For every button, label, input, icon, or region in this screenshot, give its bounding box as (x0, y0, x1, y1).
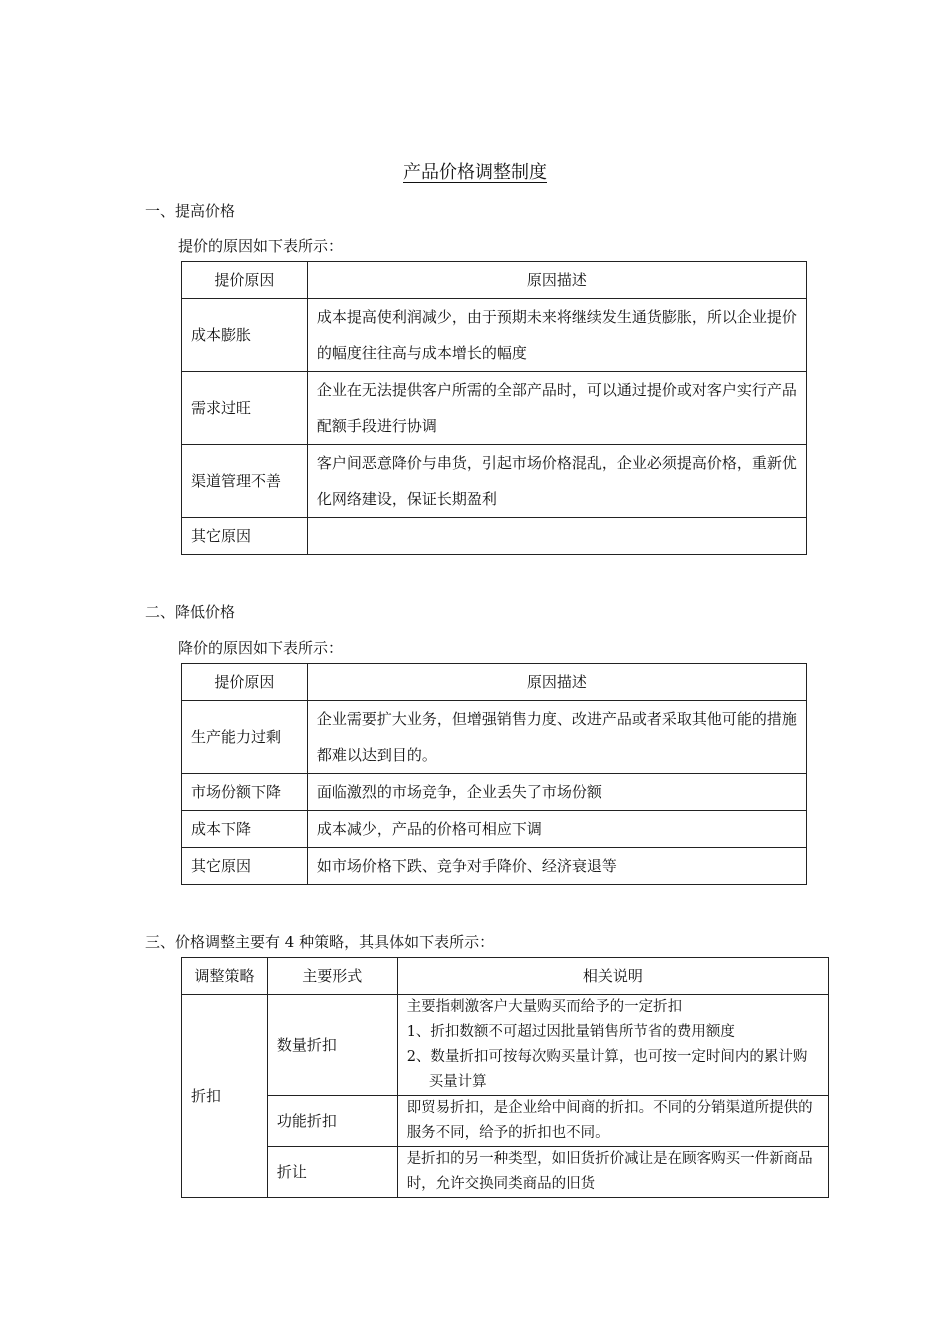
header-form: 主要形式 (267, 958, 397, 995)
desc-cell: 企业需要扩大业务，但增强销售力度、改进产品或者采取其他可能的措施都难以达到目的。 (307, 701, 806, 774)
explanation-line: 2、数量折扣可按每次购买量计算，也可按一定时间内的累计购买量计算 (406, 1049, 808, 1090)
section3-heading: 三、价格调整主要有 4 种策略，其具体如下表所示： (145, 933, 495, 951)
desc-cell: 企业在无法提供客户所需的全部产品时，可以通过提价或对客户实行产品配额手段进行协调 (307, 372, 806, 445)
form-cell: 折让 (267, 1147, 397, 1198)
desc-cell: 成本提高使利润减少，由于预期未来将继续发生通货膨胀，所以企业提价的幅度往往高与成本增长的幅度 (307, 299, 806, 372)
strategy-cell: 折扣 (182, 995, 268, 1198)
table-header-row (182, 664, 807, 701)
explanation-cell (397, 1147, 828, 1198)
reason-cell: 成本下降 (182, 811, 308, 848)
explanation-line: 即贸易折扣，是企业给中间商的折扣。不同的分销渠道所提供的服务不同，给予的折扣也不同。 (406, 1100, 813, 1141)
explanation-cell (397, 995, 828, 1096)
desc-cell: 如市场价格下跌、竞争对手降价、经济衰退等 (307, 848, 806, 885)
header-desc: 原因描述 (307, 262, 806, 299)
desc-cell: 客户间恶意降价与串货，引起市场价格混乱，企业必须提高价格，重新优化网络建设，保证长期盈利 (307, 445, 806, 518)
explanation-cell (397, 1096, 828, 1147)
explanation-line: 是折扣的另一种类型，如旧货折价减让是在顾客购买一件新商品时，允许交换同类商品的旧货 (406, 1151, 813, 1192)
lower-price-table (181, 663, 807, 885)
reason-cell: 需求过旺 (182, 372, 308, 445)
reason-cell: 其它原因 (182, 848, 308, 885)
desc-cell: 成本减少，产品的价格可相应下调 (307, 811, 806, 848)
header-reason: 提价原因 (182, 262, 308, 299)
form-cell: 功能折扣 (267, 1096, 397, 1147)
reason-cell: 渠道管理不善 (182, 445, 308, 518)
explanation-line: 1、折扣数额不可超过因批量销售所节省的费用额度 (406, 1024, 735, 1040)
section2-intro: 降价的原因如下表所示： (178, 639, 344, 657)
table-row (182, 445, 807, 518)
header-reason: 提价原因 (182, 664, 308, 701)
desc-cell: 面临激烈的市场竞争，企业丢失了市场份额 (307, 774, 806, 811)
reason-cell: 市场份额下降 (182, 774, 308, 811)
section1-intro: 提价的原因如下表所示： (178, 237, 344, 255)
table-header-row (182, 958, 829, 995)
section2-heading: 二、降低价格 (145, 603, 236, 621)
header-strategy: 调整策略 (182, 958, 268, 995)
table-row (182, 811, 807, 848)
reason-cell: 成本膨胀 (182, 299, 308, 372)
table-row (182, 774, 807, 811)
reason-cell: 其它原因 (182, 518, 308, 555)
header-desc: 原因描述 (307, 664, 806, 701)
reason-cell: 生产能力过剩 (182, 701, 308, 774)
table-row (182, 1147, 829, 1198)
table-row (182, 848, 807, 885)
section1-heading: 一、提高价格 (145, 202, 236, 220)
table-row (182, 995, 829, 1096)
raise-price-table (181, 261, 807, 555)
header-explanation: 相关说明 (397, 958, 828, 995)
table-row (182, 518, 807, 555)
strategy-table (181, 957, 829, 1198)
table-header-row (182, 262, 807, 299)
table-row (182, 701, 807, 774)
table-row (182, 299, 807, 372)
table-row (182, 1096, 829, 1147)
desc-cell (307, 518, 806, 555)
document-title: 产品价格调整制度 (403, 162, 547, 183)
form-cell: 数量折扣 (267, 995, 397, 1096)
explanation-line: 主要指刺激客户大量购买而给予的一定折扣 (406, 999, 683, 1015)
table-row (182, 372, 807, 445)
